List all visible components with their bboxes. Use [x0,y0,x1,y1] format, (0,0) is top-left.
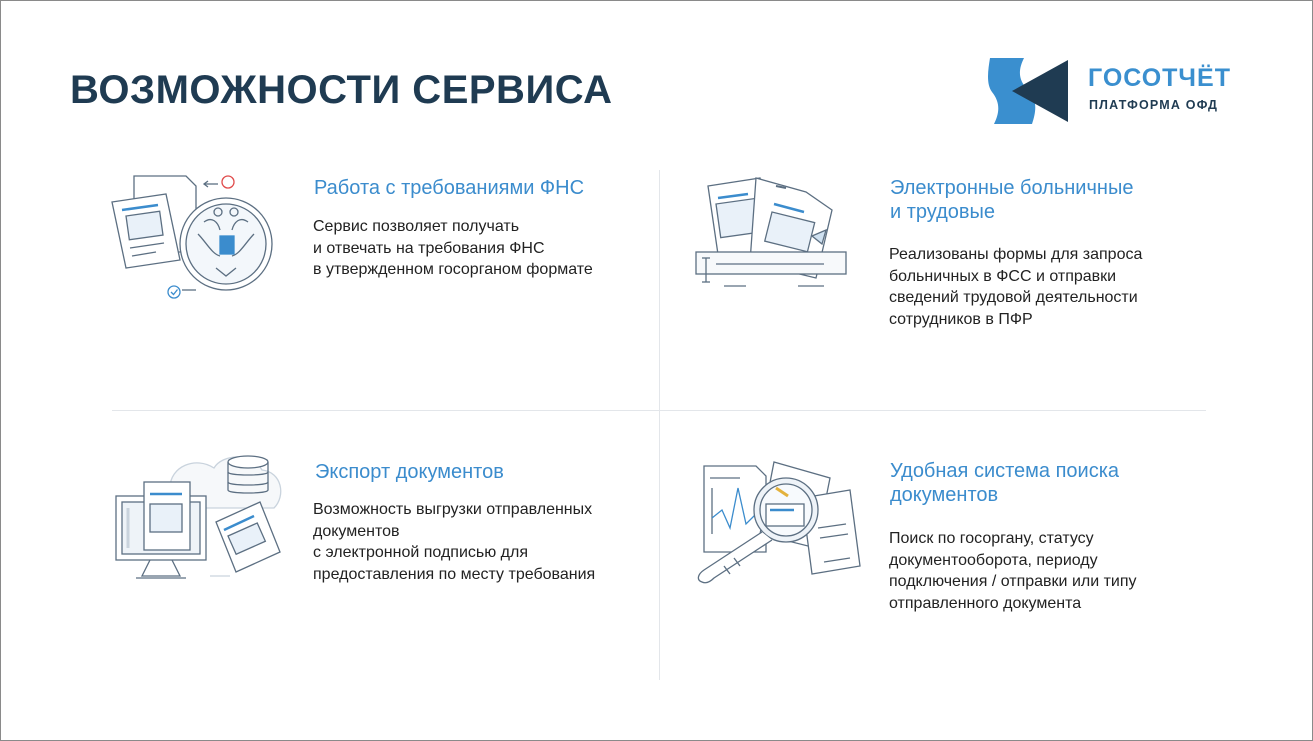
vertical-divider [659,170,660,680]
document-export-illustration-icon [110,452,288,586]
logo [988,56,1248,126]
feature-title: Электронные больничные и трудовые [890,177,1134,223]
logo-name: ГОСОТЧЁТ [1088,64,1231,92]
logo-subtitle: ПЛАТФОРМА ОФД [1089,98,1219,112]
feature-text: Поиск по госоргану, статусу документооборота, периоду подключения / отправки или типу отправленного документа [889,530,1137,612]
feature-title: Удобная система поиска документов [890,460,1120,506]
page-title: ВОЗМОЖНОСТИ СЕРВИСА [70,68,613,112]
feature-title: Экспорт документов [315,461,504,483]
document-search-illustration-icon [690,458,862,588]
feature-text: Сервис позволяет получать и отвечать на требования ФНС в утвержденном госорганом формате [313,218,593,278]
sick-leave-documents-illustration-icon [694,174,850,292]
logo-mark-icon [988,56,1084,126]
feature-text: Реализованы формы для запроса больничных в ФСС и отправки сведений трудовой деятельности сотрудников в ПФР [889,246,1143,328]
feature-text: Возможность выгрузки отправленных документов с электронной подписью для предоставления по месту требования [313,501,596,583]
fns-requirements-illustration-icon [108,172,280,304]
feature-title: Работа с требованиями ФНС [314,177,585,199]
horizontal-divider [112,410,1206,411]
